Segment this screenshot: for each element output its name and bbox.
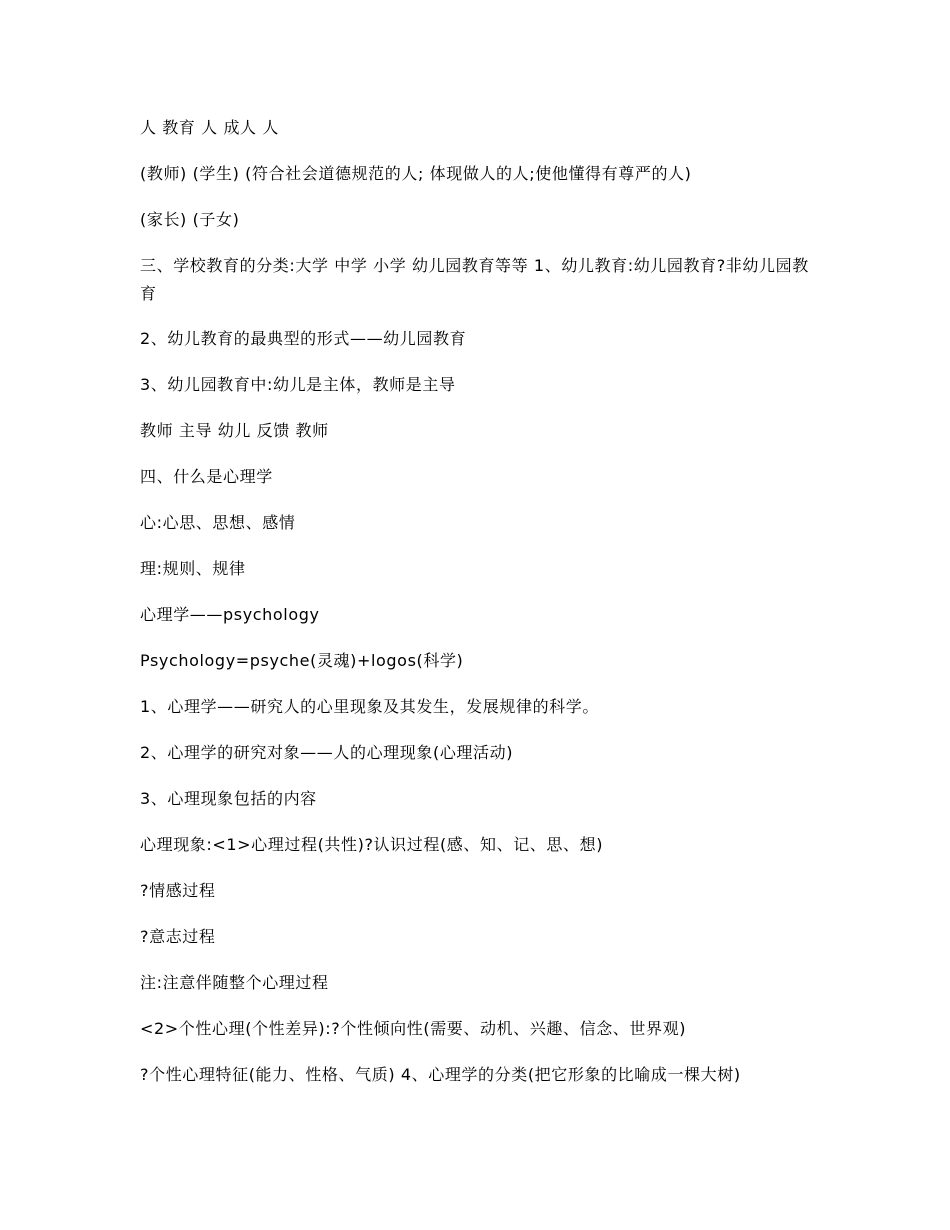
text-line: 3、心理现象包括的内容: [140, 789, 317, 808]
text-line: 心理现象:<1>心理过程(共性)?认识过程(感、知、记、思、想): [140, 835, 604, 854]
text-line: 注:注意伴随整个心理过程: [140, 973, 329, 992]
text-line: 心理学——psychology: [140, 605, 320, 624]
text-line: 教师 主导 幼儿 反馈 教师: [140, 421, 329, 440]
text-line: ?意志过程: [140, 927, 216, 946]
text-line: 3、幼儿园教育中:幼儿是主体，教师是主导: [140, 375, 456, 394]
text-line: 1、心理学——研究人的心里现象及其发生，发展规律的科学。: [140, 697, 599, 716]
text-line: (家长) (子女): [140, 210, 240, 229]
text-line: 理:规则、规律: [140, 559, 246, 578]
text-line: 2、幼儿教育的最典型的形式——幼儿园教育: [140, 329, 467, 348]
text-line: 人 教育 人 成人 人: [140, 118, 279, 137]
text-line: ?情感过程: [140, 881, 216, 900]
text-line: ?个性心理特征(能力、性格、气质) 4、心理学的分类(把它形象的比喻成一棵大树): [140, 1065, 741, 1084]
text-line: 2、心理学的研究对象——人的心理现象(心理活动): [140, 743, 514, 762]
text-line: (教师) (学生) (符合社会道德规范的人; 体现做人的人;使他懂得有尊严的人): [140, 164, 692, 183]
text-line: 三、学校教育的分类:大学 中学 小学 幼儿园教育等等 1、幼儿教育:幼儿园教育?非幼儿园教育: [140, 256, 809, 303]
text-line: Psychology=psyche(灵魂)+logos(科学): [140, 651, 464, 670]
text-line: 心:心思、思想、感情: [140, 513, 296, 532]
document-body: [140, 114, 815, 1107]
section-heading: 四、什么是心理学: [140, 467, 273, 486]
text-line: <2>个性心理(个性差异):?个性倾向性(需要、动机、兴趣、信念、世界观): [140, 1019, 687, 1038]
